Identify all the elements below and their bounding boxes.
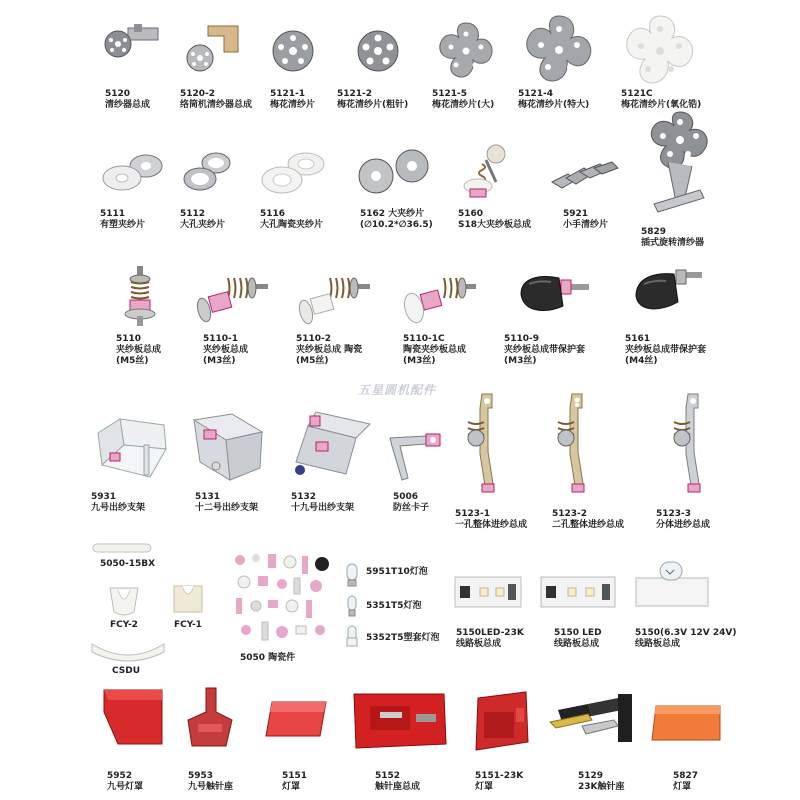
item-desc: 线路板总成 [456, 639, 502, 649]
item-code: 5110-2 [296, 334, 332, 344]
one-hole-feeder-icon [458, 392, 514, 496]
item-code: 5121-5 [432, 89, 468, 99]
item-code: 5829 [641, 227, 667, 237]
s18-tensioner-icon [456, 140, 516, 202]
item-desc: 陶瓷夹纱板总成 [403, 345, 467, 355]
covered-tensioner-m3-icon [515, 272, 591, 322]
item-desc: 十九号出纱支架 [291, 503, 355, 513]
item-code: 5110 [116, 334, 142, 344]
item-desc: 梅花清纱片 [270, 100, 316, 110]
item-code: 5006 [393, 492, 419, 502]
item-code: 5123-3 [656, 509, 692, 519]
large-hole-washer-icon [178, 150, 238, 194]
item-code: 5123-1 [455, 509, 491, 519]
item-code: 5150 LED [554, 628, 602, 638]
item-desc: 夹纱板总成 陶瓷 [296, 345, 363, 355]
small-hand-blade-icon [548, 158, 620, 198]
item-code: 5951T10灯泡 [366, 567, 428, 577]
big-washer-icon [354, 148, 434, 196]
item-desc: 灯罩 [282, 782, 301, 792]
item-code: FCY-1 [174, 620, 202, 630]
item-desc: 插式旋转清纱器 [641, 238, 705, 248]
item-desc: 大孔陶瓷夹纱片 [260, 220, 324, 230]
item-desc: 梅花清纱片(氧化锆) [621, 100, 702, 110]
item-desc: 一孔整体进纱总成 [455, 520, 528, 530]
contact-seat-assembly-icon [350, 688, 450, 752]
led-board-23k-icon [454, 576, 522, 608]
item-desc-thread: (M5丝) [296, 356, 329, 366]
item-code: FCY-2 [110, 620, 138, 630]
item-code: 5110-9 [504, 334, 540, 344]
item-desc: 灯罩 [673, 782, 692, 792]
item-code: 5827 [673, 771, 699, 781]
covered-tensioner-m4-icon [632, 266, 704, 316]
item-code: 5121C [621, 89, 653, 99]
plum-disc-xl-icon [523, 14, 595, 86]
item-desc-thread: (M4丝) [625, 356, 658, 366]
item-desc: 灯罩 [475, 782, 494, 792]
item-code: 5162 大夹纱片 [360, 209, 425, 219]
split-feeder-icon [664, 392, 720, 496]
item-code: 5110-1 [203, 334, 239, 344]
item-desc: 九号出纱支架 [91, 503, 146, 513]
item-code: 5110-1C [403, 334, 445, 344]
item-code: 5050 陶瓷件 [240, 653, 296, 663]
item-code: 5952 [107, 771, 133, 781]
item-code: 5351T5灯泡 [366, 601, 422, 611]
item-desc-thread: (M3丝) [504, 356, 537, 366]
item-desc: 大孔夹纱片 [180, 220, 226, 230]
item-desc: 夹纱板总成 [116, 345, 162, 355]
tensioner-ceramic-icon [292, 274, 372, 326]
item-desc: 线路板总成 [554, 639, 600, 649]
plastic-clamp-washer-icon [100, 152, 164, 192]
item-code: 5151 [282, 771, 308, 781]
wire-clip-icon [386, 426, 450, 482]
item-desc: (∅10.2*∅36.5) [360, 220, 433, 230]
contact-seat-23k-icon [548, 690, 634, 746]
item-code: 5152 [375, 771, 401, 781]
item-desc: 二孔整体进纱总成 [552, 520, 625, 530]
item-desc: 防丝卡子 [393, 503, 430, 513]
ceramic-tensioner-icon [398, 272, 478, 326]
no9-bracket-icon [90, 415, 174, 485]
cleaner-assembly-icon [100, 22, 160, 60]
item-desc: 十二号出纱支架 [195, 503, 259, 513]
lamp-cover-23k-icon [470, 690, 532, 754]
ceramic-washer-icon [258, 150, 328, 196]
item-desc-thread: (M3丝) [403, 356, 436, 366]
lamp-cover-icon [262, 698, 330, 740]
no9-lamp-cover-icon [100, 686, 166, 748]
plum-disc-zirconia-icon [623, 14, 697, 88]
no9-contact-seat-icon [186, 686, 236, 750]
item-desc: 梅花清纱片(特大) [518, 100, 590, 110]
t5-bulb-icon [344, 594, 360, 618]
plum-disc-large-icon [435, 20, 497, 82]
watermark-text: 五星圆机配件 [358, 383, 437, 397]
item-desc: 夹纱板总成带保护套 [625, 345, 707, 355]
no12-bracket-icon [186, 410, 268, 486]
item-code: 5120-2 [180, 89, 216, 99]
fcy1-guide-icon [170, 582, 206, 616]
item-code: 5111 [100, 209, 126, 219]
item-code: 5921 [563, 209, 589, 219]
item-code: 5132 [291, 492, 317, 502]
item-code: 5123-2 [552, 509, 588, 519]
item-desc: 清纱器总成 [105, 100, 151, 110]
plum-disc-icon [270, 28, 316, 74]
item-code: 5050-15BX [100, 559, 156, 569]
item-desc: 触针座总成 [375, 782, 421, 792]
item-code: 5120 [105, 89, 131, 99]
item-desc-thread: (M5丝) [116, 356, 149, 366]
item-desc: 23K触针座 [578, 782, 625, 792]
item-desc: 小手清纱片 [563, 220, 609, 230]
led-board-icon [540, 576, 616, 608]
item-desc: 络筒机清纱器总成 [180, 100, 253, 110]
item-desc: 线路板总成 [635, 639, 681, 649]
item-desc: 夹纱板总成 [203, 345, 249, 355]
item-code: 5116 [260, 209, 286, 219]
item-desc-thread: (M3丝) [203, 356, 236, 366]
item-desc: 分体进纱总成 [656, 520, 711, 530]
item-desc: 九号触针座 [188, 782, 234, 792]
two-hole-feeder-icon [548, 392, 604, 496]
winder-cleaner-icon [180, 22, 240, 74]
item-desc: S18大夹纱板总成 [458, 220, 532, 230]
item-code: 5131 [195, 492, 221, 502]
item-code: 5121-4 [518, 89, 554, 99]
item-code: 5352T5塑套灯泡 [366, 633, 440, 643]
item-desc: 梅花清纱片(粗针) [337, 100, 409, 110]
item-code: 5151-23K [475, 771, 524, 781]
item-code: 5931 [91, 492, 117, 502]
item-desc: 夹纱板总成带保护套 [504, 345, 586, 355]
csdu-guide-icon [90, 640, 166, 662]
item-code: 5112 [180, 209, 206, 219]
item-code: 5150LED-23K [456, 628, 524, 638]
t10-bulb-icon [344, 562, 360, 588]
bulb-board-icon [634, 558, 710, 610]
rotary-cleaner-icon [648, 110, 712, 220]
item-code: 5121-2 [337, 89, 373, 99]
ceramic-parts-icon [228, 552, 338, 646]
item-desc: 九号灯罩 [107, 782, 144, 792]
item-code: 5160 [458, 209, 484, 219]
item-desc: 梅花清纱片(大) [432, 100, 495, 110]
t5-sleeve-bulb-icon [344, 624, 360, 648]
tensioner-m3-icon [190, 272, 270, 324]
item-code: 5121-1 [270, 89, 306, 99]
plum-disc-coarse-icon [355, 28, 401, 74]
item-code: 5953 [188, 771, 214, 781]
ceramic-bar-icon [92, 542, 152, 554]
item-code: 5161 [625, 334, 651, 344]
item-code: 5129 [578, 771, 604, 781]
tensioner-m5-icon [117, 266, 165, 326]
fcy2-guide-icon [106, 582, 142, 618]
item-code: CSDU [112, 666, 141, 676]
item-desc: 有塑夹纱片 [100, 220, 146, 230]
item-code: 5150(6.3V 12V 24V) [635, 628, 737, 638]
no19-bracket-icon [286, 408, 372, 488]
orange-lamp-cover-icon [650, 702, 722, 744]
